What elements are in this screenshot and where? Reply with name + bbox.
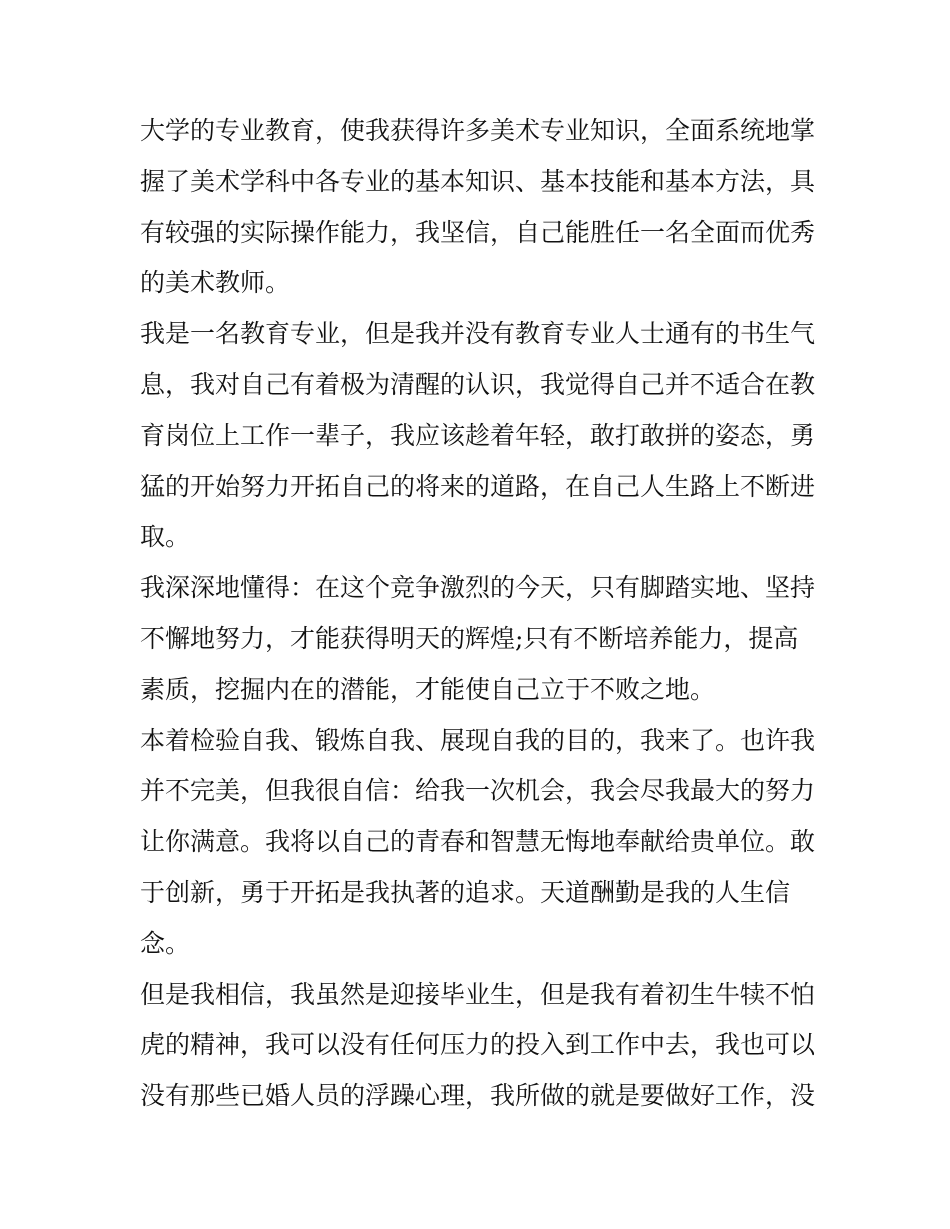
paragraph xyxy=(140,106,820,309)
text-line: 我深深地懂得：在这个竞争激烈的今天，只有脚踏实地、坚持 xyxy=(140,573,816,603)
text-line: 于创新，勇于开拓是我执著的追求。天道酬勤是我的人生信 xyxy=(140,877,791,907)
text-line: 大学的专业教育，使我获得许多美术专业知识，全面系统地掌 xyxy=(140,116,816,145)
text-line: 握了美术学科中各专业的基本知识、基本技能和基本方法，具 xyxy=(140,166,816,196)
text-line: 让你满意。我将以自己的青春和智慧无悔地奉献给贵单位。敢 xyxy=(140,827,816,857)
paragraph xyxy=(140,309,820,563)
text-line: 虎的精神，我可以没有任何压力的投入到工作中去，我也可以 xyxy=(140,1030,816,1060)
text-line: 不懈地努力，才能获得明天的辉煌;只有不断培养能力，提高 xyxy=(140,623,799,653)
paragraph xyxy=(140,970,820,1122)
text-line: 并不完美，但我很自信：给我一次机会，我会尽我最大的努力 xyxy=(140,776,816,806)
text-line: 没有那些已婚人员的浮躁心理，我所做的就是要做好工作，没 xyxy=(140,1081,816,1111)
text-line: 取。 xyxy=(140,522,191,552)
text-line: 本着检验自我、锻炼自我、展现自我的目的，我来了。也许我 xyxy=(140,725,816,755)
text-line: 猛的开始努力开拓自己的将来的道路，在自己人生路上不断进 xyxy=(140,471,816,501)
text-line: 的美术教师。 xyxy=(140,268,291,298)
document-body xyxy=(140,106,820,1122)
text-line: 素质，挖掘内在的潜能，才能使自己立于不败之地。 xyxy=(140,674,716,704)
paragraph xyxy=(140,716,820,970)
text-line: 育岗位上工作一辈子，我应该趁着年轻，敢打敢拼的姿态，勇 xyxy=(140,420,816,450)
text-line: 有较强的实际操作能力，我坚信，自己能胜任一名全面而优秀 xyxy=(140,217,816,247)
text-line: 念。 xyxy=(140,928,191,958)
text-line: 息，我对自己有着极为清醒的认识，我觉得自己并不适合在教 xyxy=(140,369,816,399)
text-line: 但是我相信，我虽然是迎接毕业生，但是我有着初生牛犊不怕 xyxy=(140,979,816,1009)
text-line: 我是一名教育专业，但是我并没有教育专业人士通有的书生气 xyxy=(140,319,816,349)
paragraph xyxy=(140,563,820,715)
